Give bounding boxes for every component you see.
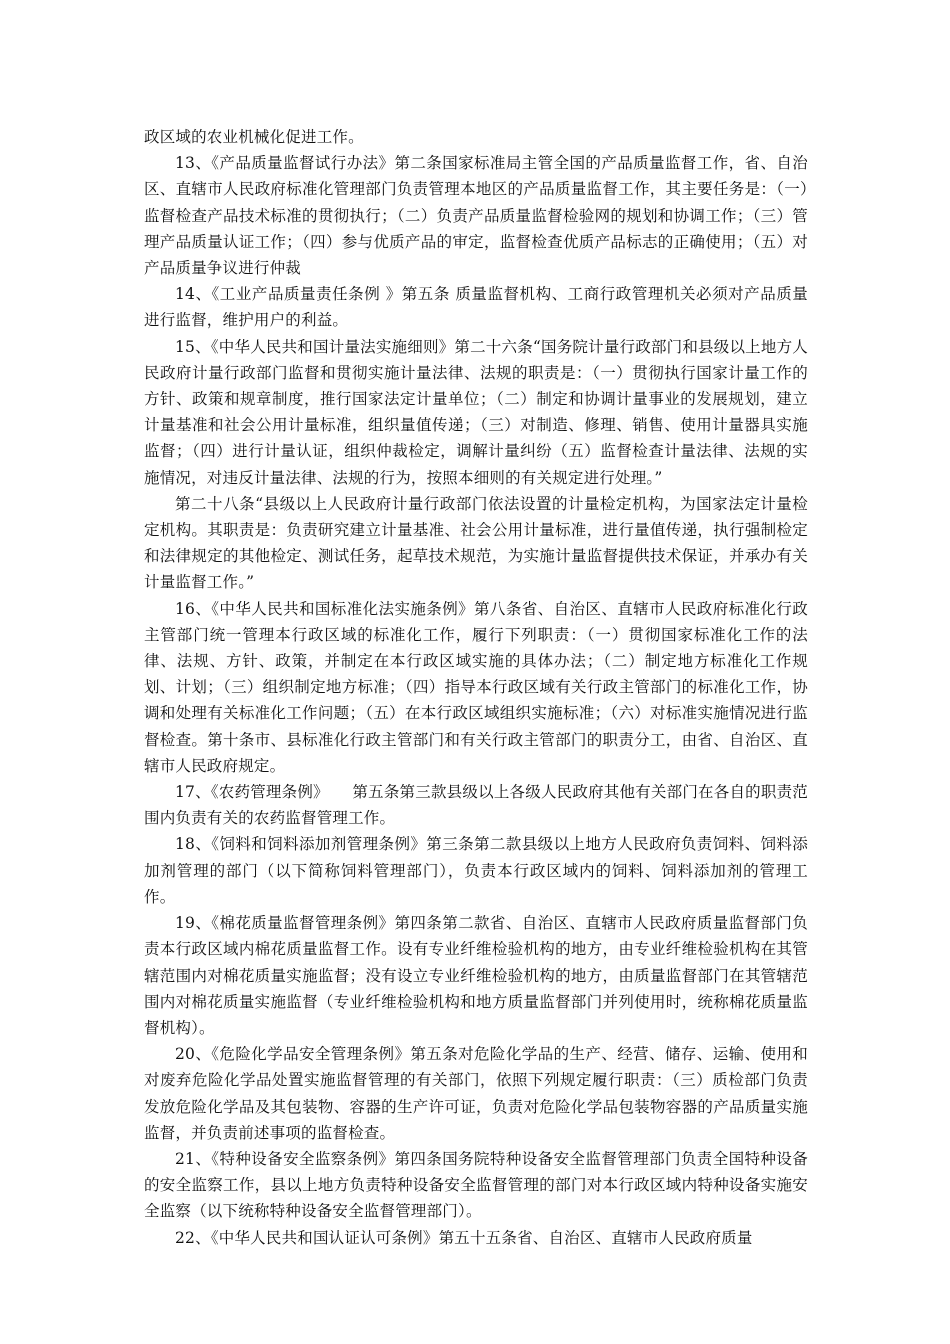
paragraph-item-14: 14、《工业产品质量责任条例 》第五条 质量监督机构、工商行政管理机关必须对产品质量进行监督，维护用户的利益。 bbox=[144, 285, 808, 330]
paragraph-item-18: 18、《饲料和饲料添加剂管理条例》第三条第二款县级以上地方人民政府负责饲料、饲料添加剂管理的部门（以下简称饲料管理部门），负责本行政区域内的饲料、饲料添加剂的管理工作。 bbox=[144, 835, 808, 906]
paragraph-item-20: 20、《危险化学品安全管理条例》第五条对危险化学品的生产、经营、储存、运输、使用和对废弃危险化学品处置实施监督管理的有关部门，依照下列规定履行职责：（三）质检部门负责发放危险化学品及其包装物、容器的生产许可证，负责对危险化学品包装物容器的产品质量实施监督，并负责前述事项的监督检查。 bbox=[144, 1045, 808, 1142]
paragraph-continuation: 政区域的农业机械化促进工作。 bbox=[144, 128, 364, 146]
document-page bbox=[144, 124, 808, 1251]
paragraph-item-22: 22、《中华人民共和国认证认可条例》第五十五条省、自治区、直辖市人民政府质量 bbox=[175, 1228, 753, 1247]
paragraph-item-21: 21、《特种设备安全监察条例》第四条国务院特种设备安全监督管理部门负责全国特种设备的安全监察工作，县以上地方负责特种设备安全监督管理的部门对本行政区域内特种设备实施安全监察（以下统称特种设备安全监督管理部门）。 bbox=[144, 1149, 808, 1221]
paragraph-item-16: 16、《中华人民共和国标准化法实施条例》第八条省、自治区、直辖市人民政府标准化行政主管部门统一管理本行政区域的标准化工作，履行下列职责：（一）贯彻国家标准化工作的法律、法规、方针、政策，并制定在本行政区域实施的具体办法；（二）制定地方标准化工作规划、计划；（三）组织制定地方标准；（四）指导本行政区域有关行政主管部门的标准化工作，协调和处理有关标准化工作问题；（五）在本行政区域组织实施标准；（六）对标准实施情况进行监督检查。第十条市、县标准化行政主管部门和有关行政主管部门的职责分工，由省、自治区、直辖市人民政府规定。 bbox=[144, 599, 808, 775]
paragraph-article-28: 第二十八条“县级以上人民政府计量行政部门依法设置的计量检定机构，为国家法定计量检定机构。其职责是：负责研究建立计量基准、社会公用计量标准，进行量值传递，执行强制检定和法律规定的其他检定、测试任务，起草技术规范，为实施计量监督提供技术保证，并承办有关计量监督工作。” bbox=[144, 494, 808, 592]
paragraph-item-15: 15、《中华人民共和国计量法实施细则》第二十六条“国务院计量行政部门和县级以上地方人民政府计量行政部门监督和贯彻实施计量法律、法规的职责是：（一）贯彻执行国家计量工作的方针、政策和规章制度，推行国家法定计量单位；（二）制定和协调计量事业的发展规划，建立计量基准和社会公用计量标准，组织量值传递；（三）对制造、修理、销售、使用计量器具实施监督；（四）进行计量认证，组织仲裁检定，调解计量纠纷（五）监督检查计量法律、法规的实施情况，对违反计量法律、法规的行为，按照本细则的有关规定进行处理。” bbox=[144, 337, 808, 487]
paragraph-item-19: 19、《棉花质量监督管理条例》第四条第二款省、自治区、直辖市人民政府质量监督部门负责本行政区域内棉花质量监督工作。设有专业纤维检验机构的地方，由专业纤维检验机构在其管辖范围内对棉花质量实施监督；没有设立专业纤维检验机构的地方，由质量监督部门在其管辖范围内对棉花质量实施监督（专业纤维检验机构和地方质量监督部门并列使用时，统称棉花质量监督机构）。 bbox=[144, 914, 808, 1037]
paragraph-item-17: 17、《农药管理条例》 第五条第三款县级以上各级人民政府其他有关部门在各自的职责范围内负责有关的农药监督管理工作。 bbox=[144, 783, 808, 828]
paragraph-item-13: 13、《产品质量监督试行办法》第二条国家标准局主管全国的产品质量监督工作，省、自治区、直辖市人民政府标准化管理部门负责管理本地区的产品质量监督工作，其主要任务是：（一）监督检查产品技术标准的贯彻执行；（二）负责产品质量监督检验网的规划和协调工作；（三）管理产品质量认证工作；（四）参与优质产品的审定，监督检查优质产品标志的正确使用；（五）对产品质量争议进行仲裁 bbox=[144, 154, 808, 278]
